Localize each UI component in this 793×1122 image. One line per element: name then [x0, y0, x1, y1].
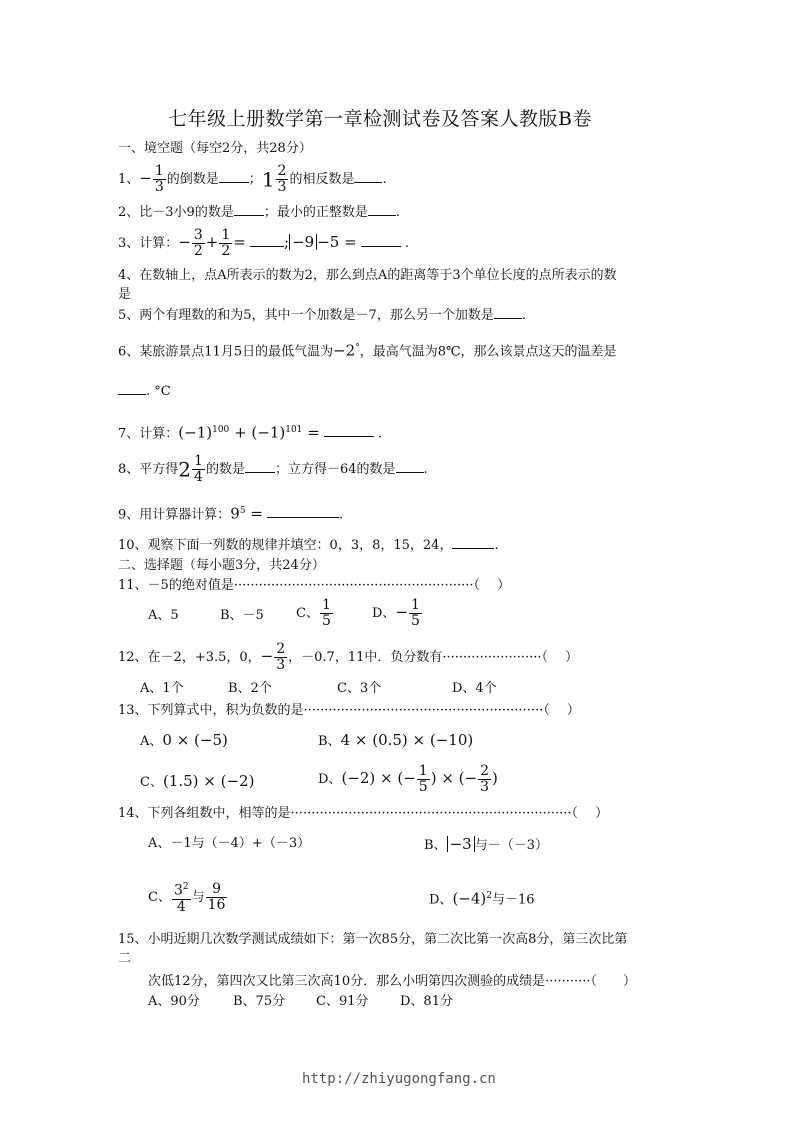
footer-url: http://zhiyugongfang.cn [302, 1071, 496, 1087]
answer-blank[interactable] [118, 383, 146, 395]
option-15-b[interactable]: B、75分 [233, 994, 286, 1009]
question-4-line-2: 是 [118, 287, 132, 302]
option-14-a[interactable]: A、－1与（－4）+（－3） [148, 836, 311, 851]
question-6: 6、某旅游景点11月5日的最低气温为−2°，最高气温为8℃，那么该景点这天的温差是 [118, 341, 617, 360]
question-15-line-3: 次低12分，第四次又比第三次高10分．那么小明第四次测验的成绩是···········（ ） [148, 974, 637, 989]
section-1-heading: 一、境空题（每空2分，共28分） [118, 141, 312, 156]
answer-blank[interactable] [250, 235, 284, 247]
answer-blank[interactable] [354, 171, 382, 183]
answer-blank[interactable] [245, 461, 275, 473]
option-13-a[interactable]: A、0 × (−5) [140, 731, 228, 749]
question-6-line-2: . °C [118, 383, 171, 400]
answer-blank[interactable] [368, 204, 396, 216]
option-11-c[interactable]: C、 $\frac{1}{5}$ [296, 597, 331, 629]
question-7: 7、计算：$(-1)^{100} + (-1)^{101}$ = . [118, 423, 383, 442]
option-13-c[interactable]: C、(1.5) × (−2) [140, 772, 255, 790]
question-15-line-2: 二 [118, 951, 132, 966]
question-9: 9、用计算器计算：$9^5$ = . [118, 504, 344, 523]
answer-blank[interactable] [324, 425, 374, 437]
option-12-a[interactable]: A、1个 [140, 681, 184, 696]
question-5: 5、两个有理数的和为5，其中一个加数是－7，那么另一个加数是 . [118, 308, 526, 323]
option-15-a[interactable]: A、90分 [148, 994, 200, 1009]
option-15-c[interactable]: C、91分 [316, 994, 369, 1009]
question-13: 13、下列算式中，积为负数的是··························································（ ） [118, 703, 580, 718]
option-13-d[interactable]: D、(−2) × (− $\frac{1}{5}$ ) × (− $\frac{2}{3}$ ) [318, 763, 498, 795]
option-11-d[interactable]: D、− $\frac{1}{5}$ [372, 597, 420, 629]
answer-blank[interactable] [396, 461, 424, 473]
answer-blank[interactable] [219, 171, 249, 183]
question-1: 1、− $\frac{1}{3}$ 的倒数是 ；1 $\frac{2}{3}$ 的相反数是 . [118, 163, 387, 195]
answer-blank[interactable] [361, 235, 401, 247]
section-2-heading: 二、选择题（每小题3分，共24分） [118, 558, 325, 573]
question-10: 10、观察下面一列数的规律并填空：0，3，8，15，24， . [118, 538, 499, 553]
question-11: 11、－5的绝对值是··························································（ ） [118, 578, 511, 593]
option-12-b[interactable]: B、2个 [228, 681, 272, 696]
page-title: 七年级上册数学第一章检测试卷及答案人教版B卷 [168, 108, 592, 130]
question-3: 3、计算：− $\frac{3}{2}$ + $\frac{1}{2}$ = ; −9 −5 = . [118, 227, 410, 259]
answer-blank[interactable] [267, 506, 339, 518]
question-15-line-1: 15、小明近期几次数学测试成绩如下：第一次85分，第二次比第一次高8分，第三次比第 [118, 932, 628, 947]
answer-blank[interactable] [494, 307, 522, 319]
option-13-b[interactable]: B、4 × (0.5) × (−10) [318, 731, 474, 749]
answer-blank[interactable] [234, 204, 264, 216]
option-14-d[interactable]: D、$(-4)^2$与－16 [429, 889, 535, 908]
option-14-c[interactable]: C、 $\frac{3^2}{4}$ 与 $\frac{9}{16}$ [148, 880, 226, 915]
question-14: 14、下列各组数中，相等的是····································································（ ） [118, 806, 609, 821]
question-4-line-1: 4、在数轴上，点A所表示的数为2，那么到点A的距离等于3个单位长度的点所表示的数 [118, 268, 617, 283]
option-11-b[interactable]: B、－5 [220, 608, 264, 623]
option-11-a[interactable]: A、5 [148, 608, 179, 623]
option-12-c[interactable]: C、3个 [337, 681, 382, 696]
question-2: 2、比－3小9的数是 ；最小的正整数是 . [118, 205, 400, 220]
answer-blank[interactable] [452, 537, 494, 549]
question-12: 12、在－2，+3.5，0，− $\frac{2}{3}$ ，－0.7，11中．负分数有························（ ） [118, 641, 579, 673]
question-8: 8、平方得2 $\frac{1}{4}$ 的数是 ；立方得－64的数是 . [118, 453, 428, 485]
option-15-d[interactable]: D、81分 [400, 994, 453, 1009]
option-14-b[interactable]: B、 −3 与－（－3） [424, 835, 548, 853]
option-12-d[interactable]: D、4个 [452, 681, 497, 696]
